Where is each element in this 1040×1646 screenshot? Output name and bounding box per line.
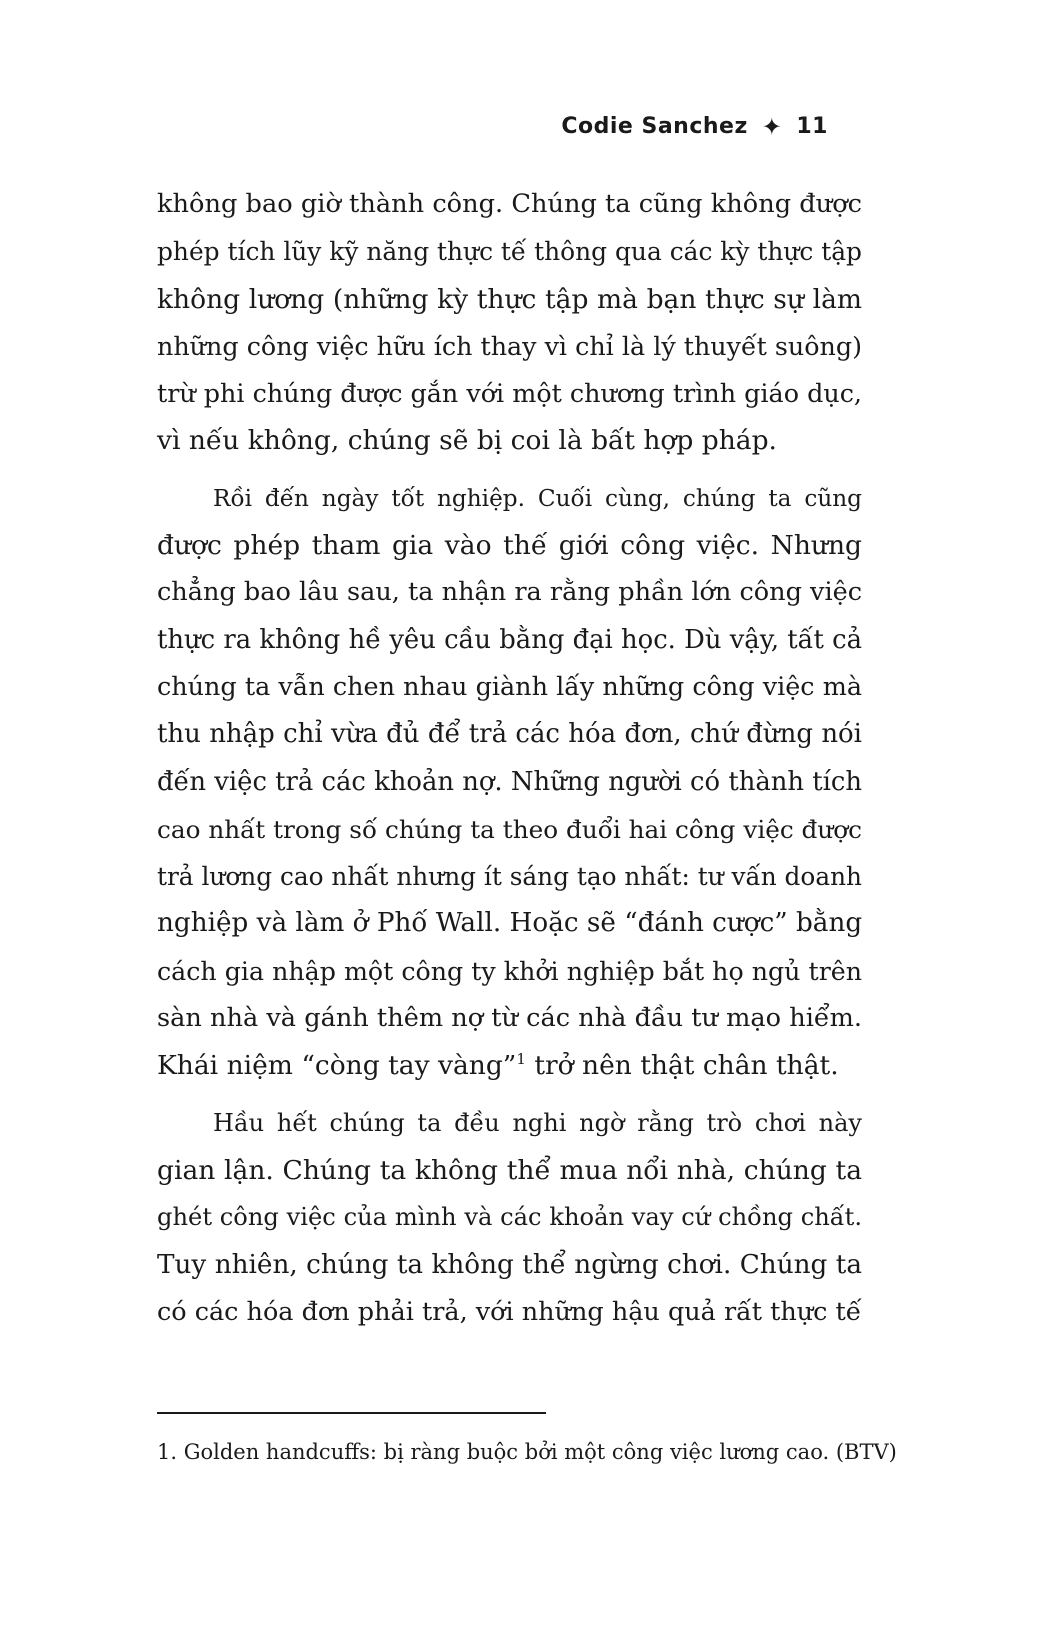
text-line: thực ra không hề yêu cầu bằng đại học. Dù vậy, tất cả [157, 624, 862, 655]
paragraph-1 [157, 181, 862, 465]
text-line: chúng ta vẫn chen nhau giành lấy những công việc mà [157, 671, 862, 702]
text-line [157, 1042, 862, 1089]
star-separator-icon: ✦ [761, 112, 783, 141]
text-line: thu nhập chỉ vừa đủ để trả các hóa đơn, chứ đừng nói [157, 719, 862, 750]
text-line: những công việc hữu ích thay vì chỉ là lý thuyết suông) [157, 330, 862, 361]
footnote-divider [157, 1412, 546, 1414]
running-header [561, 114, 828, 139]
paragraph-3 [157, 1100, 862, 1336]
text-fragment: trở nên thật chân thật. [525, 1050, 839, 1082]
text-line: gian lận. Chúng ta không thể mua nổi nhà, chúng ta [157, 1154, 862, 1186]
text-line: trả lương cao nhất nhưng ít sáng tạo nhất: tư vấn doanh [157, 862, 862, 892]
text-line: ghét công việc của mình và các khoản vay cứ chồng chất. [157, 1203, 862, 1232]
text-line: vì nếu không, chúng sẽ bị coi là bất hợp pháp. [157, 425, 777, 457]
text-line: sàn nhà và gánh thêm nợ từ các nhà đầu tư mạo hiểm. [157, 1003, 862, 1034]
text-line: được phép tham gia vào thế giới công việc. Nhưng [157, 530, 862, 562]
text-line: cao nhất trong số chúng ta theo đuổi hai công việc được [157, 814, 862, 844]
footnote: 1. Golden handcuffs: bị ràng buộc bởi một công việc lương cao. (BTV) [157, 1440, 897, 1464]
text-line: Tuy nhiên, chúng ta không thể ngừng chơi. Chúng ta [157, 1249, 862, 1280]
text-line: phép tích lũy kỹ năng thực tế thông qua các kỳ thực tập [157, 237, 862, 267]
text-line: trừ phi chúng được gắn với một chương trình giáo dục, [157, 378, 862, 409]
footnote-reference: 1 [516, 1050, 526, 1069]
body-text [157, 181, 862, 1336]
text-line: có các hóa đơn phải trả, với những hậu quả rất thực tế [157, 1296, 862, 1327]
text-line: cách gia nhập một công ty khởi nghiệp bắt họ ngủ trên [157, 956, 862, 986]
text-line: nghiệp và làm ở Phố Wall. Hoặc sẽ “đánh cược” bằng [157, 908, 863, 939]
paragraph-2 [157, 475, 862, 1090]
text-line: Hầu hết chúng ta đều nghi ngờ rằng trò chơi này [213, 1108, 862, 1137]
author-name: Codie Sanchez [561, 114, 748, 139]
text-line: không lương (những kỳ thực tập mà bạn thực sự làm [157, 283, 862, 315]
page-number: 11 [796, 114, 828, 139]
text-line: không bao giờ thành công. Chúng ta cũng không được [157, 189, 862, 219]
text-fragment: Khái niệm “còng tay vàng” [157, 1050, 517, 1082]
text-line: đến việc trả các khoản nợ. Những người có thành tích [157, 766, 862, 797]
text-line: Rồi đến ngày tốt nghiệp. Cuối cùng, chúng ta cũng [213, 484, 862, 512]
text-line: chẳng bao lâu sau, ta nhận ra rằng phần lớn công việc [157, 577, 863, 608]
